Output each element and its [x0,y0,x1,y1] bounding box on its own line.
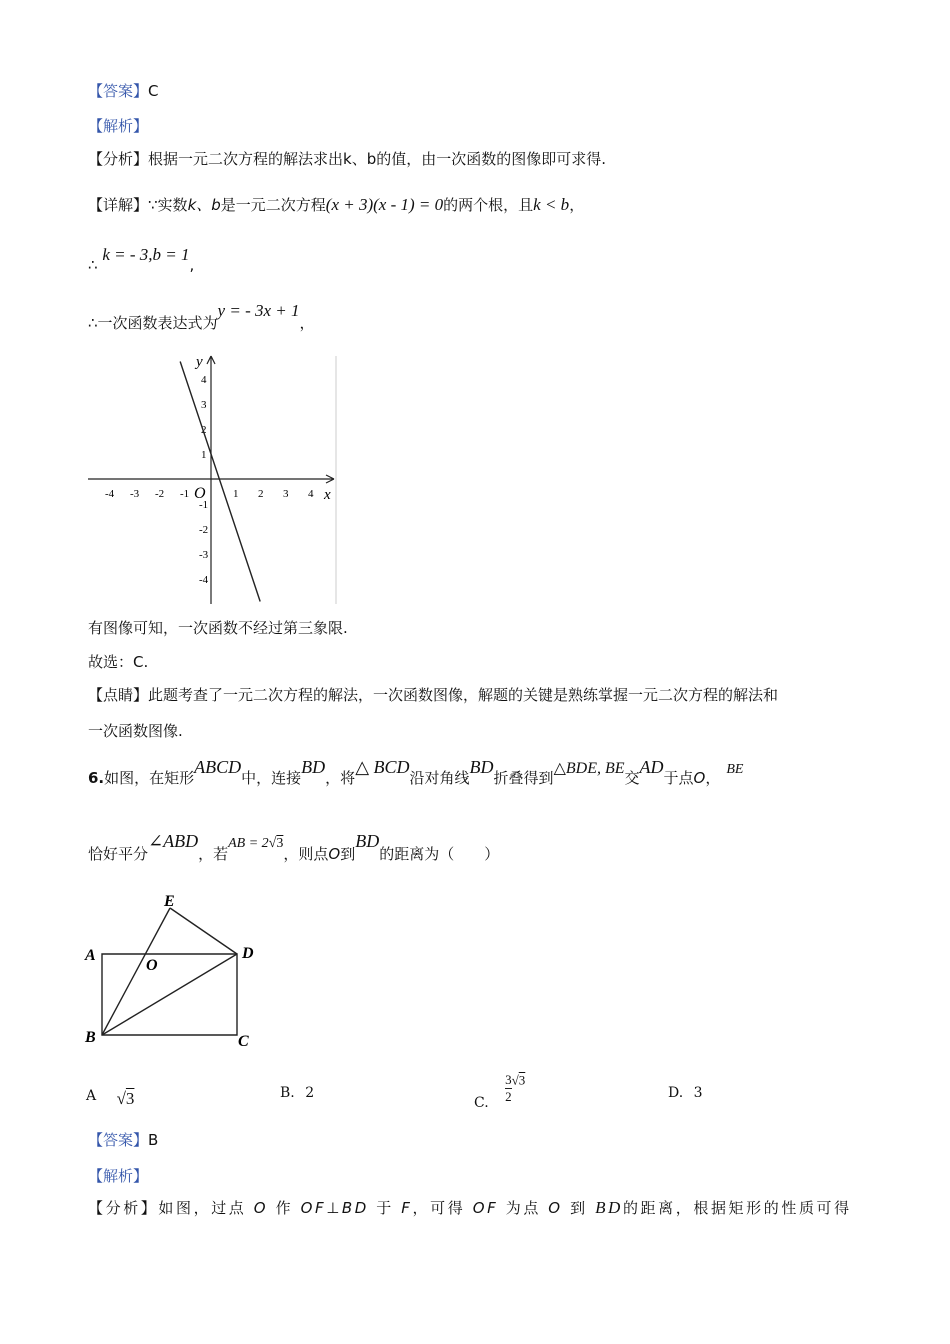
q6-text: 如图，在矩形 [104,769,195,787]
y-tick-label: -1 [199,499,209,511]
analysis-tag: 【解析】 [88,1167,149,1185]
kb-comma: , [189,256,195,274]
q5-fenxi-line [88,148,606,170]
diagonal-bd [102,954,237,1035]
choice-text: 故选：C. [88,653,149,671]
label-b: B [85,1029,96,1046]
y-axis-label: y [196,354,203,370]
q6-text: 到 [570,1199,588,1217]
function-graph [84,352,342,608]
q6-answer-line [88,1129,158,1151]
x-ticks [105,488,314,500]
func-prefix: ∴一次函数表达式为 [88,314,218,332]
q6-text: ，将 [325,769,356,787]
q6-text: 为点 [505,1199,541,1217]
q6-math: O [693,769,706,787]
q6-math: BD [595,1198,623,1217]
label-e: E [164,893,175,910]
q6-text: 于 [376,1199,394,1217]
option-c-radicand: 3 [518,1072,526,1088]
q6-stem-line2 [88,830,499,866]
condition: k < b [533,195,570,214]
q5-dianjing-line [88,684,778,706]
option-a-label: A [86,1088,97,1104]
q6-text: ，若 [198,845,229,863]
q6-math: OF⊥BD [300,1199,369,1217]
y-ticks [199,374,209,586]
q6-math: F [401,1199,413,1217]
q6-math: BD [301,757,326,777]
label-d: D [242,945,254,962]
therefore-symbol: ∴ [88,256,98,274]
y-tick-label: 1 [201,449,207,461]
x-tick-label: -3 [130,488,140,500]
q5-analysis-line [88,115,148,137]
fenxi-text: 根据一元二次方程的解法求出k、b的值，由一次函数的图像即可求得. [148,150,606,168]
option-c-numerator: 3 [505,1072,512,1087]
xiangjie-kb: k、b [187,196,221,214]
origin-label: O [194,485,206,502]
q6-math: ∠ABD [148,831,199,851]
q6-text: 的距离为（ ） [379,845,500,863]
q5-conclusion-line [88,617,348,639]
q6-math: ABCD [194,757,242,777]
option-c-denominator: 2 [505,1089,512,1104]
fenxi-tag: 【分析】 [88,150,149,168]
answer-value: B [148,1131,159,1149]
q5-xiangjie-line [88,194,584,216]
dianjing-text2: 一次函数图像. [88,722,183,740]
q5-answer-line [88,80,159,102]
figure-lines [102,908,237,1035]
func-expr: y = - 3x + 1 [217,301,300,320]
q6-text: ， [705,769,721,787]
q6-text: 恰好平分 [88,845,149,863]
option-b-label: B. [280,1085,295,1101]
q5-therefore-line [88,244,195,274]
q6-math: △BDE, BE [553,760,625,777]
q6-analysis-line [88,1165,148,1187]
y-tick-label: 2 [201,424,207,436]
q6-math: OF [472,1199,499,1217]
x-tick-label: 4 [308,488,314,500]
q6-math: O [253,1199,269,1217]
rectangle-fold-figure [80,888,270,1060]
x-tick-label: 2 [258,488,264,500]
option-a-radicand: 3 [125,1089,135,1108]
label-o: O [146,957,158,974]
q6-text: ，则点 [283,845,329,863]
option-a-value: √3 [116,1089,135,1108]
analysis-tag: 【解析】 [88,117,149,135]
q5-dianjing-line2 [88,720,183,742]
q6-text: ，可得 [412,1199,466,1217]
sqrt-radicand: 3 [276,836,284,851]
answer-value: C [148,82,159,100]
answer-tag: 【答案】 [88,1131,149,1149]
x-tick-label: -1 [180,488,190,500]
y-tick-label: -3 [199,549,209,561]
q6-math: O [328,845,341,863]
q6-math: O [548,1199,563,1217]
function-line [180,362,260,602]
conclusion: 有图像可知，一次函数不经过第三象限. [88,619,348,637]
segment-be [102,908,170,1035]
segment-ed [170,908,237,954]
q6-math: BD [355,831,380,851]
q5-choice-line [88,651,148,673]
comma: ， [569,196,585,214]
x-tick-label: 3 [283,488,289,500]
q6-math: BE [726,762,744,777]
xiangjie-suffix: 的两个根，且 [443,196,534,214]
q6-text: 如图，过点 [158,1199,247,1217]
option-c-label: C. [474,1094,489,1111]
answer-tag: 【答案】 [88,82,149,100]
xiangjie-prefix: ∵实数 [148,196,188,214]
option-d-label: D. [668,1085,684,1101]
q6-text: 于点 [663,769,694,787]
option-c-sqrt: √3 [511,1072,526,1088]
y-tick-label: -2 [199,524,209,536]
option-c[interactable] [474,1072,526,1111]
q6-text: 沿对角线 [409,769,470,787]
dianjing-text: 此题考查了一元二次方程的解法，一次函数图像，解题的关键是熟练掌握一元二次方程的解法和 [148,686,779,704]
func-comma: ， [299,314,315,332]
y-tick-label: -4 [199,574,209,586]
q5-function-line [88,300,315,332]
option-d-value: 3 [693,1085,703,1101]
option-a[interactable] [86,1085,135,1108]
xiangjie-mid: 是一元二次方程 [220,196,326,214]
x-axis-label: x [324,487,331,503]
kb-values: k = - 3,b = 1 [102,245,190,264]
fenxi-tag: 【分析】 [88,1199,159,1217]
dianjing-tag: 【点睛】 [88,686,149,704]
q6-math: △ BCD [355,757,410,777]
q6-text: 作 [275,1199,294,1217]
q6-text: 交 [624,769,640,787]
option-d[interactable] [668,1085,703,1101]
option-b[interactable] [280,1085,314,1101]
q6-math: AB = 2 [228,836,269,851]
q6-number: 6. [88,769,105,787]
label-c: C [238,1033,249,1050]
q6-text: 到 [340,845,356,863]
xiangjie-tag: 【详解】 [88,196,149,214]
q6-text: 中，连接 [241,769,302,787]
option-b-value: 2 [305,1085,315,1101]
y-axis [207,356,215,604]
equation: (x + 3)(x - 1) = 0 [325,195,444,214]
q6-stem-line1 [88,756,743,796]
x-tick-label: -2 [155,488,165,500]
x-tick-label: -4 [105,488,115,500]
q6-fenxi-line [88,1197,852,1219]
x-tick-label: 1 [233,488,239,500]
q6-text: 折叠得到 [493,769,554,787]
sqrt-sign: √3 [268,836,284,851]
y-tick-label: 3 [201,399,207,411]
y-tick-label: 4 [201,374,207,386]
q6-text: 的距离，根据矩形的性质可得 [622,1199,852,1217]
q6-math: AD [639,757,664,777]
q6-math: BD [469,757,494,777]
label-a: A [85,947,96,964]
